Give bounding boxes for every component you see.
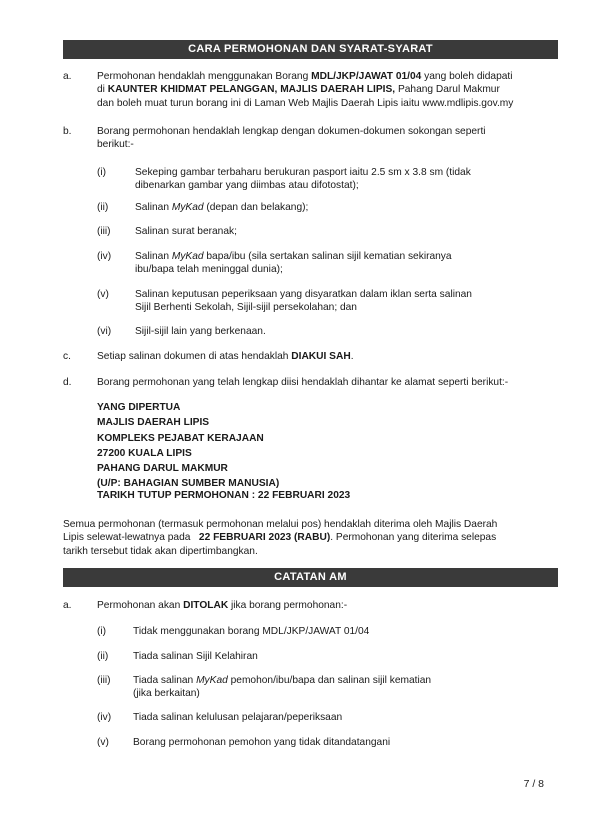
item-a-text: Permohonan hendaklah menggunakan Borang MDL/JKP/JAWAT 01/04 yang boleh didapati di KAUNTER KHIDMAT PELANGGAN, MAJLIS DAERAH LIPIS, Pahang Darul Makmur dan boleh muat turun borang ini di Laman Web Majlis Daerah Lipis iaitu www.mdlipis.gov.my: [97, 71, 514, 109]
subitem-text: Salinan keputusan peperiksaan yang disyaratkan dalam iklan serta salinan Sijil Berhenti Sekolah, Sijil-sijil persekolahan; dan: [135, 289, 472, 314]
subitem-num: (iii): [97, 675, 111, 686]
item-a-label: a.: [63, 600, 72, 611]
subitem-num: (ii): [97, 202, 109, 213]
item-a-text: Permohonan akan DITOLAK jika borang permohonan:-: [97, 600, 348, 611]
subitem-text: Tiada salinan Sijil Kelahiran: [133, 651, 258, 662]
subitem-num: (iv): [97, 712, 112, 723]
subitem-num: (v): [97, 289, 109, 300]
item-c-label: c.: [63, 351, 71, 362]
item-d-text: Borang permohonan yang telah lengkap diisi hendaklah dihantar ke alamat seperti berikut:-: [97, 377, 509, 388]
subitem-text: Salinan MyKad bapa/ibu (sila sertakan salinan sijil kematian sekiranya ibu/bapa telah meninggal dunia);: [135, 251, 452, 276]
address-block: YANG DIPERTUA MAJLIS DAERAH LIPIS KOMPLEKS PEJABAT KERAJAAN 27200 KUALA LIPIS PAHANG DARUL MAKMUR (U/P: BAHAGIAN SUMBER MANUSIA): [97, 402, 280, 490]
subitem-num: (ii): [97, 651, 109, 662]
section-header-catatan-am: CATATAN AM: [63, 568, 558, 587]
page-number: 7 / 8: [523, 778, 544, 790]
item-b-text: Borang permohonan hendaklah lengkap dengan dokumen-dokumen sokongan seperti berikut:-: [97, 126, 486, 151]
item-b-label: b.: [63, 126, 72, 137]
item-d-label: d.: [63, 377, 72, 388]
subitem-text: Tiada salinan MyKad pemohon/ibu/bapa dan salinan sijil kematian (jika berkaitan): [133, 675, 432, 700]
subitem-num: (v): [97, 737, 109, 748]
subitem-text: Salinan MyKad (depan dan belakang);: [135, 202, 309, 213]
submission-note: Semua permohonan (termasuk permohonan melalui pos) hendaklah diterima oleh Majlis Daerah Lipis selewat-lewatnya pada 22 FEBRUARI 2023 (RABU). Permohonan yang diterima selepas tarikh tersebut tidak akan dipertimbangkan.: [63, 519, 498, 557]
section-header-cara-permohonan: CARA PERMOHONAN DAN SYARAT-SYARAT: [63, 40, 558, 59]
subitem-text: Sekeping gambar terbaharu berukuran pasport iaitu 2.5 sm x 3.8 sm (tidak dibenarkan gambar yang diimbas atau difotostat);: [135, 167, 471, 192]
subitem-num: (iii): [97, 226, 111, 237]
subitem-num: (vi): [97, 326, 112, 337]
subitem-text: Salinan surat beranak;: [135, 226, 237, 237]
subitem-text: Tidak menggunakan borang MDL/JKP/JAWAT 01/04: [133, 626, 370, 637]
subitem-text: Tiada salinan kelulusan pelajaran/peperiksaan: [133, 712, 343, 723]
subitem-text: Sijil-sijil lain yang berkenaan.: [135, 326, 266, 337]
item-a-label: a.: [63, 71, 72, 82]
subitem-num: (i): [97, 626, 107, 637]
closing-date: TARIKH TUTUP PERMOHONAN : 22 FEBRUARI 2023: [97, 490, 351, 501]
item-c-text: Setiap salinan dokumen di atas hendaklah DIAKUI SAH.: [97, 351, 354, 362]
subitem-num: (i): [97, 167, 107, 178]
subitem-num: (iv): [97, 251, 112, 262]
subitem-text: Borang permohonan pemohon yang tidak ditandatangani: [133, 737, 391, 748]
